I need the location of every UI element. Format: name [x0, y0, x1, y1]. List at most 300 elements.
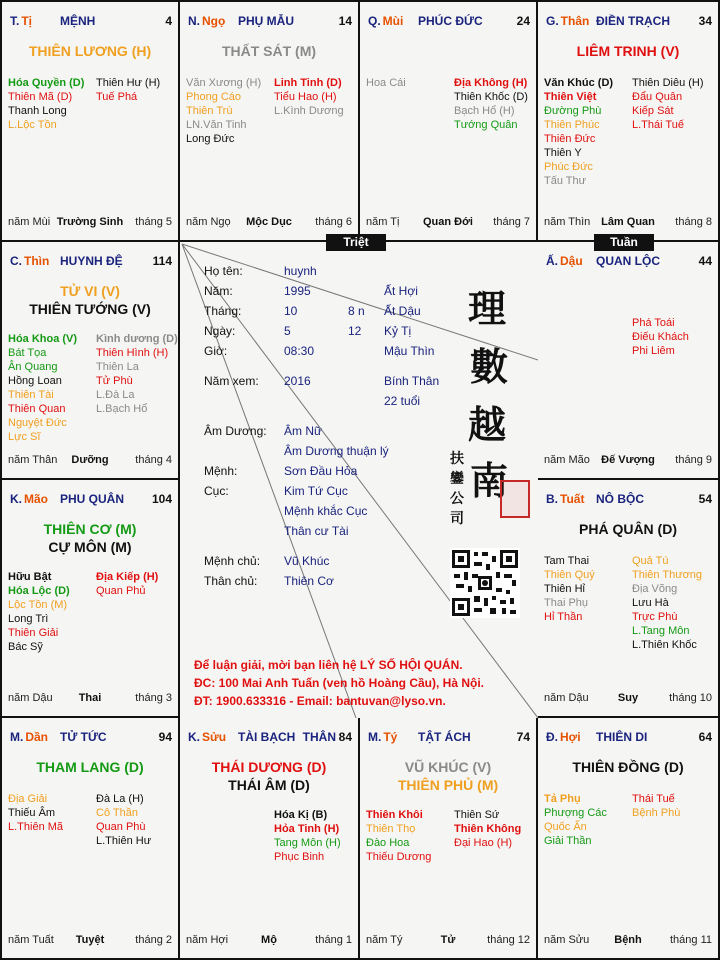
palace-name: TẬT ÁCH: [418, 730, 471, 744]
palace-footer: [8, 454, 172, 468]
minor-star: Hóa Quyền (D): [8, 77, 85, 89]
minor-star: L.Thiên Hư: [96, 835, 152, 847]
day-label: Ngày:: [204, 324, 236, 338]
year-label: Năm:: [204, 284, 233, 298]
palace-can: K.: [188, 730, 200, 744]
palace-footer: [8, 934, 172, 948]
than-chu-label: Thân chủ:: [204, 574, 258, 588]
minor-star: Giải Thần: [544, 835, 592, 847]
hour-canchi: Mậu Thìn: [384, 344, 435, 358]
main-stars: [360, 758, 536, 794]
footer-year: năm Tuất: [8, 934, 54, 946]
palace-name: QUAN LỘC: [596, 254, 660, 268]
minor-star: Phượng Các: [544, 807, 607, 819]
minor-stars-left: [366, 76, 406, 90]
palace-header: [10, 254, 172, 270]
minor-star: Nguyệt Đức: [8, 417, 67, 429]
minor-star: Tử Phù: [96, 375, 133, 387]
minor-star: Đại Hao (H): [454, 837, 513, 849]
cuc-note: Mệnh khắc Cục: [284, 504, 368, 518]
palace-number: 114: [152, 254, 172, 268]
palace-number: 74: [516, 730, 530, 744]
minor-star: Tiểu Hao (H): [274, 91, 337, 103]
minor-star: Quốc Ấn: [544, 821, 587, 833]
year-value: 1995: [284, 284, 311, 298]
footer-stage: Đế Vượng: [601, 454, 655, 466]
footer-month: tháng 5: [135, 216, 172, 228]
footer-month: tháng 11: [669, 934, 712, 946]
palace-number: 4: [165, 14, 172, 28]
minor-star: Tang Môn (H): [274, 837, 341, 849]
minor-stars-right: [632, 792, 680, 820]
tuan-tag: Tuần: [594, 234, 654, 251]
minor-stars-left: [8, 570, 70, 654]
footer-year: năm Mùi: [8, 216, 51, 228]
main-star: THẤT SÁT (M): [221, 43, 317, 59]
palace-cell: [0, 718, 180, 960]
minor-stars-right: [274, 76, 344, 118]
minor-star: Ân Quang: [8, 361, 58, 373]
main-star: THIÊN CƠ (M): [43, 521, 137, 537]
palace-name: MỆNH: [60, 14, 96, 28]
palace-footer: [544, 934, 712, 948]
calligraphy-char: 南: [470, 458, 509, 503]
minor-stars-right: [96, 792, 151, 848]
triet-tag: Triệt: [326, 234, 386, 251]
footer-stage: Quan Đới: [423, 216, 473, 228]
minor-star: Thái Tuế: [632, 793, 675, 805]
footer-year: năm Hợi: [186, 934, 229, 946]
minor-star: Phong Cáo: [186, 91, 242, 103]
palace-chi: Sửu: [202, 730, 227, 744]
palace-chi: Thân: [560, 14, 590, 28]
palace-footer: [544, 454, 712, 468]
minor-star: Đào Hoa: [366, 837, 410, 849]
main-stars: [538, 520, 718, 538]
than-cu-note: Thân cư Tài: [284, 524, 349, 538]
minor-star: Phi Liêm: [632, 345, 675, 357]
cuc-label: Cục:: [204, 484, 229, 498]
calligraphy-small: 扶: [450, 451, 464, 467]
month-canchi: Ất Dậu: [384, 304, 421, 318]
minor-star: Bác Sỹ: [8, 641, 43, 653]
palace-header: [546, 14, 712, 30]
month-value: 10: [284, 304, 298, 318]
minor-star: Thai Phụ: [544, 597, 589, 609]
menh-chu-label: Mệnh chủ:: [204, 554, 261, 568]
red-seal-stamp: [500, 480, 530, 518]
minor-star: Điếu Khách: [632, 331, 689, 343]
palace-chi: Dần: [25, 730, 49, 744]
footer-month: tháng 4: [135, 454, 172, 466]
palace-cell: [538, 0, 720, 242]
palace-name: THIÊN DI: [596, 730, 648, 744]
minor-stars-left: [8, 792, 63, 834]
footer-year: năm Dậu: [544, 692, 589, 704]
minor-star: L.Kình Dương: [274, 105, 344, 117]
palace-can: T.: [10, 14, 20, 28]
view-year-canchi: Bính Thân: [384, 374, 440, 388]
main-star: TỬ VI (V): [60, 283, 120, 299]
palace-cell: [538, 718, 720, 960]
minor-stars-left: [186, 76, 261, 146]
view-year-value: 2016: [284, 374, 311, 388]
month-label: Tháng:: [204, 304, 242, 318]
footer-year: năm Tý: [366, 934, 403, 946]
footer-year: năm Ngọ: [186, 216, 231, 228]
palace-name: TÀI BẠCH: [238, 730, 296, 744]
palace-number: 54: [698, 492, 712, 506]
minor-star: Thiên Hỉ: [544, 583, 585, 595]
palace-name: ĐIỀN TRẠCH: [596, 14, 670, 28]
minor-star: Long Đức: [186, 133, 235, 145]
minor-star: Bệnh Phù: [632, 807, 681, 819]
footer-month: tháng 9: [675, 454, 712, 466]
footer-year: năm Sửu: [544, 934, 590, 946]
minor-star: Thiên Y: [544, 147, 582, 159]
main-stars: [538, 758, 718, 776]
palace-chi: Tý: [383, 730, 398, 744]
calligraphy-small: 鑾: [450, 471, 464, 487]
main-star: THIÊN TƯỚNG (V): [29, 301, 151, 317]
minor-star: L.Thiên Mã: [8, 821, 64, 833]
palace-name: PHU QUÂN: [60, 492, 125, 506]
minor-star: Kình dương (D): [96, 333, 178, 345]
footer-year: năm Mão: [544, 454, 590, 466]
minor-star: Thiên Quan: [8, 403, 66, 415]
minor-star: Thiên La: [96, 361, 139, 373]
palace-can: N.: [188, 14, 200, 28]
minor-star: Thiên Diêu (H): [632, 77, 704, 89]
footer-stage: Thai: [78, 692, 102, 704]
calligraphy-small: 司: [450, 511, 464, 527]
calligraphy-small: 公: [450, 491, 464, 507]
main-star: CỰ MÔN (M): [48, 539, 132, 555]
palace-cell: [0, 0, 180, 242]
palace-cell: [538, 480, 720, 718]
qr-code-icon[interactable]: [450, 548, 520, 618]
minor-star: Địa Võng: [632, 583, 678, 595]
footer-stage: Lâm Quan: [601, 216, 655, 228]
palace-footer: [544, 216, 712, 230]
minor-star: Bát Tọa: [8, 347, 47, 359]
palace-footer: [186, 934, 352, 948]
palace-number: 14: [338, 14, 352, 28]
main-stars: [180, 42, 358, 60]
minor-star: Cô Thần: [96, 807, 138, 819]
palace-cell: [360, 718, 538, 960]
palace-can: M.: [10, 730, 24, 744]
minor-stars-right: [632, 316, 689, 358]
footer-month: tháng 2: [135, 934, 172, 946]
main-stars: [2, 282, 178, 318]
minor-star: Lực Sĩ: [8, 431, 41, 443]
footer-stage: Mộc Dục: [246, 216, 292, 228]
footer-year: năm Dậu: [8, 692, 53, 704]
footer-stage: Mộ: [261, 934, 277, 946]
minor-star: Hóa Lộc (D): [8, 585, 70, 597]
minor-star: Thiên Khốc (D): [454, 91, 528, 103]
minor-star: L.Thiên Khốc: [632, 639, 697, 651]
main-star: THIÊN LƯƠNG (H): [28, 43, 152, 59]
minor-star: Tướng Quân: [454, 119, 518, 131]
footer-stage: Trường Sinh: [56, 216, 124, 228]
minor-star: Thiên Sứ: [454, 809, 500, 821]
minor-stars-left: [366, 808, 431, 864]
minor-star: Thiên Không: [454, 823, 522, 835]
minor-star: Tấu Thư: [544, 175, 587, 187]
palace-header: [546, 254, 712, 270]
footer-month: tháng 12: [487, 934, 530, 946]
minor-stars-left: [8, 76, 84, 132]
footer-stage: Tuyệt: [75, 934, 105, 946]
palace-number: 34: [698, 14, 712, 28]
palace-chi: Tị: [21, 14, 33, 28]
palace-name: PHỤ MẪU: [238, 14, 294, 28]
amduong-note: Âm Dương thuận lý: [284, 444, 389, 458]
footer-stage: Suy: [617, 692, 639, 704]
minor-star: Thiên Hình (H): [96, 347, 169, 359]
minor-star: Thiếu Âm: [8, 807, 56, 819]
palace-chi: Hợi: [560, 730, 581, 744]
minor-star: Lộc Tồn (M): [8, 599, 68, 611]
minor-stars-left: [544, 554, 595, 624]
minor-star: Thiên Phúc: [544, 119, 600, 131]
minor-star: Thiên Trù: [186, 105, 233, 117]
footer-month: tháng 10: [669, 692, 712, 704]
palace-cell: [0, 242, 180, 480]
palace-number: 64: [698, 730, 712, 744]
palace-footer: [8, 216, 172, 230]
minor-star: Hỏa Tinh (H): [274, 823, 340, 835]
palace-header: [368, 730, 530, 746]
palace-footer: [366, 216, 530, 230]
minor-star: Phá Toái: [632, 317, 675, 329]
minor-stars-left: [544, 792, 607, 848]
palace-number: 44: [698, 254, 712, 268]
minor-stars-right: [96, 76, 160, 104]
minor-star: Địa Kiếp (H): [96, 571, 159, 583]
palace-number: 104: [151, 492, 172, 506]
palace-header: [10, 730, 172, 746]
contact-line-1: Để luận giải, mời bạn liên hệ LÝ SỐ HỘI QUÁN.: [194, 658, 463, 672]
hour-label: Giờ:: [204, 344, 228, 358]
calligraphy-char: 理: [468, 286, 507, 331]
minor-star: Thanh Long: [8, 105, 67, 117]
menh-chu-value: Vũ Khúc: [284, 554, 330, 568]
minor-stars-right: [454, 76, 528, 132]
minor-star: L.Tang Môn: [632, 625, 690, 637]
minor-star: Thiên Tài: [8, 389, 54, 401]
amduong-label: Âm Dương:: [204, 424, 267, 438]
center-info-panel: [180, 242, 538, 718]
minor-stars-right: [632, 76, 704, 132]
footer-month: tháng 8: [675, 216, 712, 228]
palace-can: G.: [546, 14, 559, 28]
minor-star: Quan Phủ: [96, 585, 146, 597]
palace-chi: Mùi: [382, 14, 404, 28]
day-value: 5: [284, 324, 291, 338]
main-star: PHÁ QUÂN (D): [579, 521, 677, 537]
than-chu-value: Thiên Cơ: [284, 574, 334, 588]
main-star: THÁI DƯƠNG (D): [211, 759, 327, 775]
palace-can: C.: [10, 254, 22, 268]
minor-star: Thiên Mã (D): [8, 91, 73, 103]
contact-line-2: ĐC: 100 Mai Anh Tuấn (ven hồ Hoàng Cầu), Hà Nội.: [194, 676, 485, 690]
amduong-value: Âm Nữ: [284, 424, 323, 438]
minor-stars-right: [274, 808, 341, 864]
palace-number: 84: [338, 730, 352, 744]
palace-header: [188, 14, 352, 30]
minor-star: Địa Giải: [8, 793, 48, 805]
palace-can: Ấ.: [546, 254, 558, 268]
palace-header: [368, 14, 530, 30]
minor-star: L.Đà La: [96, 389, 135, 401]
view-year-label: Năm xem:: [204, 374, 259, 388]
footer-month: tháng 1: [315, 934, 352, 946]
palace-footer: [366, 934, 530, 948]
palace-header: [546, 492, 712, 508]
minor-star: Lưu Hà: [632, 597, 669, 609]
minor-star: Kiếp Sát: [632, 105, 674, 117]
palace-can: Đ.: [546, 730, 558, 744]
minor-star: LN.Văn Tinh: [186, 119, 247, 131]
year-canchi: Ất Hợi: [384, 284, 418, 298]
minor-star: Đẩu Quân: [632, 91, 683, 103]
minor-star: Thiên Hư (H): [96, 77, 161, 89]
minor-star: Quan Phù: [96, 821, 146, 833]
minor-star: L.Bạch Hổ: [96, 403, 148, 415]
main-star: VŨ KHÚC (V): [404, 759, 492, 775]
palace-number: 24: [516, 14, 530, 28]
minor-star: Văn Xương (H): [186, 77, 262, 89]
cuc-value: Kim Tứ Cục: [284, 484, 348, 498]
footer-year: năm Thìn: [544, 216, 591, 228]
name-value: huynh: [284, 264, 317, 278]
palace-cell: [360, 0, 538, 242]
minor-star: Hóa Khoa (V): [8, 333, 78, 345]
palace-footer: [544, 692, 712, 706]
palace-can: B.: [546, 492, 558, 506]
palace-cell: [0, 480, 180, 718]
palace-name: HUYNH ĐỆ: [60, 254, 123, 268]
palace-chi: Thìn: [24, 254, 50, 268]
minor-star: Hữu Bật: [8, 571, 52, 583]
minor-star: Thiên Việt: [544, 91, 597, 103]
minor-star: Văn Khúc (D): [544, 77, 614, 89]
minor-star: L.Lộc Tồn: [8, 119, 57, 131]
menh-value: Sơn Đầu Hỏa: [284, 464, 358, 478]
minor-stars-left: [8, 332, 77, 444]
main-stars: [538, 42, 718, 60]
name-label: Họ tên:: [204, 264, 243, 278]
main-stars: [180, 758, 358, 794]
hour-value: 08:30: [284, 344, 315, 358]
footer-stage: Bệnh: [614, 934, 642, 946]
palace-chi: Ngọ: [202, 14, 226, 28]
palace-cell: [538, 242, 720, 480]
minor-star: Thiên Thọ: [366, 823, 416, 835]
palace-chi: Mão: [24, 492, 48, 506]
footer-year: năm Thân: [8, 454, 58, 466]
minor-star: Phục Binh: [274, 851, 325, 863]
main-stars: [2, 520, 178, 556]
minor-star: Linh Tinh (D): [274, 77, 342, 89]
palace-header: [10, 14, 172, 30]
palace-cell: [180, 0, 360, 242]
main-star: THIÊN PHỦ (M): [397, 777, 499, 793]
minor-star: Tả Phụ: [544, 793, 581, 805]
minor-star: Hoa Cái: [366, 77, 406, 89]
footer-stage: Tử: [440, 934, 456, 946]
palace-header: [10, 492, 172, 508]
palace-name: PHÚC ĐỨC: [418, 14, 483, 28]
palace-chi: Dậu: [560, 254, 583, 268]
minor-star: Bạch Hổ (H): [454, 105, 515, 117]
minor-star: L.Thái Tuế: [632, 119, 684, 131]
main-star: THIÊN ĐỒNG (D): [572, 759, 684, 775]
palace-name: TỬ TỨC: [60, 730, 107, 744]
minor-star: Thiên Quý: [544, 569, 595, 581]
palace-footer: [186, 216, 352, 230]
minor-star: Tuế Phá: [96, 91, 138, 103]
palace-chi: Tuất: [560, 492, 585, 506]
contact-line-3: ĐT: 1900.633316 - Email: bantuvan@lyso.vn.: [194, 694, 446, 708]
minor-stars-right: [96, 332, 178, 416]
minor-star: Thiên Đức: [544, 133, 596, 145]
footer-month: tháng 6: [315, 216, 352, 228]
palace-than-marker: THÂN: [302, 730, 336, 744]
minor-star: Thiên Khôi: [366, 809, 423, 821]
footer-stage: Dưỡng: [71, 454, 109, 466]
menh-label: Mệnh:: [204, 464, 238, 478]
palace-can: K.: [10, 492, 22, 506]
minor-stars-right: [96, 570, 158, 598]
minor-stars-right: [454, 808, 521, 850]
minor-star: Thiên Giải: [8, 627, 59, 639]
minor-star: Thiên Thương: [632, 569, 703, 581]
minor-star: Phúc Đức: [544, 161, 593, 173]
main-stars: [2, 42, 178, 60]
calligraphy-char: 越: [468, 402, 507, 447]
minor-star: Địa Không (H): [454, 77, 528, 89]
minor-star: Đường Phù: [544, 105, 602, 117]
palace-header: [546, 730, 712, 746]
palace-header: [188, 730, 352, 746]
minor-stars-left: [544, 76, 613, 188]
main-star: THAM LANG (D): [36, 759, 144, 775]
month-lunar: 8 n: [348, 304, 365, 318]
minor-star: Hóa Kị (B): [274, 809, 328, 821]
palace-number: 94: [158, 730, 172, 744]
footer-month: tháng 3: [135, 692, 172, 704]
minor-stars-right: [632, 554, 702, 652]
minor-star: Hồng Loan: [8, 375, 62, 387]
day-canchi: Kỷ Tị: [384, 324, 412, 338]
palace-can: Q.: [368, 14, 381, 28]
footer-month: tháng 7: [493, 216, 530, 228]
minor-star: Trực Phù: [632, 611, 678, 623]
footer-year: năm Tị: [366, 216, 400, 228]
minor-star: Đà La (H): [96, 793, 144, 805]
calligraphy-char: 數: [470, 344, 509, 389]
palace-can: M.: [368, 730, 382, 744]
palace-footer: [8, 692, 172, 706]
main-star: THÁI ÂM (D): [228, 777, 310, 793]
main-star: LIÊM TRINH (V): [576, 43, 680, 59]
minor-star: Thiếu Dương: [366, 851, 432, 863]
main-stars: [2, 758, 178, 776]
